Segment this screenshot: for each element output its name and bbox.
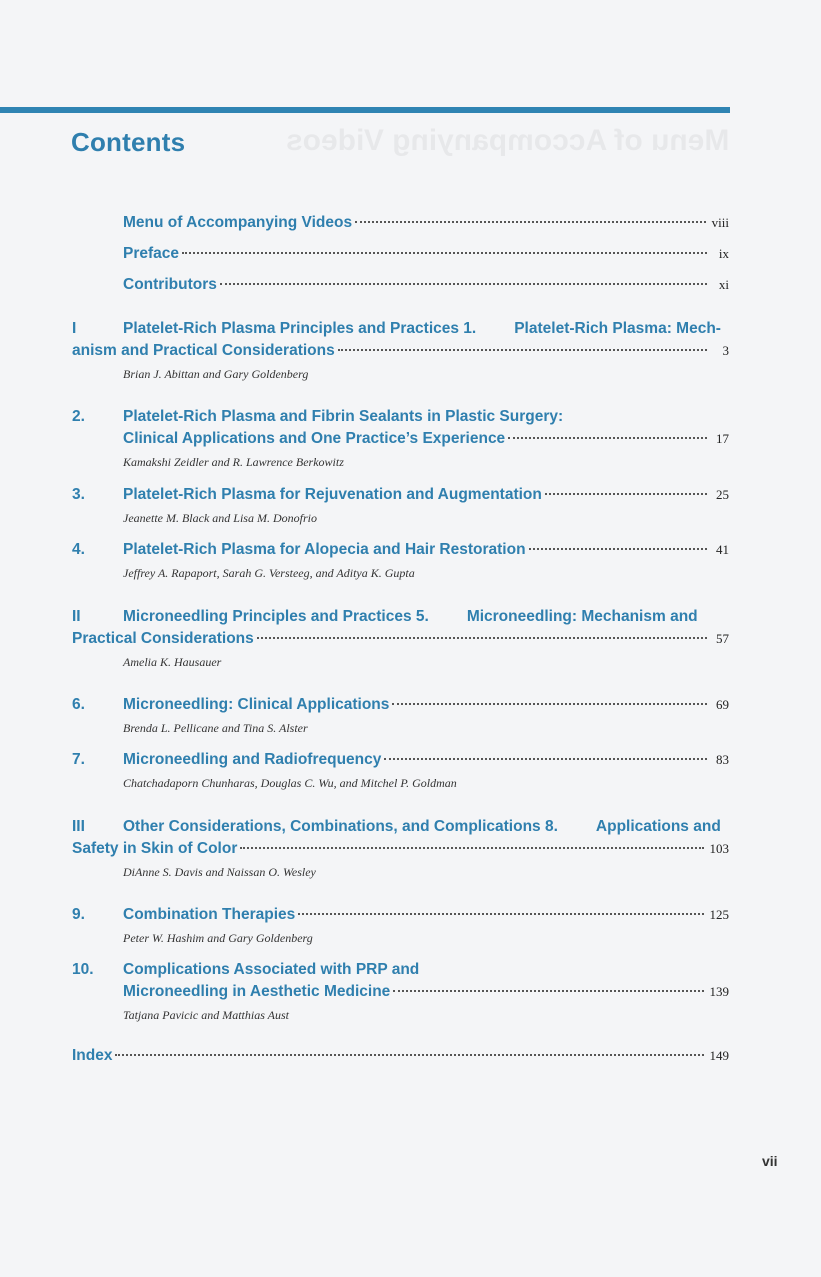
chapter-authors: Brian J. Abittan and Gary Goldenberg <box>123 367 309 381</box>
chapter-authors: Jeffrey A. Rapaport, Sarah G. Versteeg, and Aditya K. Gupta <box>123 566 415 580</box>
page-number: vii <box>762 1153 778 1169</box>
chapter-authors: Kamakshi Zeidler and R. Lawrence Berkowitz <box>123 455 344 469</box>
toc-entry-contributors[interactable] <box>72 274 729 296</box>
chapter-title: Microneedling: Clinical Applications <box>123 696 390 713</box>
entry-page: xi <box>718 277 729 292</box>
dot-leader <box>545 493 707 495</box>
part-numeral: III <box>72 818 85 835</box>
entry-page: 57 <box>716 631 729 646</box>
dot-leader <box>115 1054 703 1056</box>
dot-leader <box>220 283 707 285</box>
entry-title: Index <box>72 1047 113 1064</box>
toc-chapter-6[interactable] <box>72 694 729 737</box>
toc-chapter-2[interactable] <box>72 406 729 471</box>
toc-part-2[interactable] <box>72 606 729 671</box>
chapter-title: Platelet-Rich Plasma and Fibrin Sealants in Plastic Surgery: <box>123 408 564 425</box>
entry-page: 83 <box>716 752 729 767</box>
chapter-number: 4. <box>72 541 85 558</box>
toc-chapter-9[interactable] <box>72 904 729 947</box>
chapter-title: Microneedling and Radiofrequency <box>123 751 382 768</box>
entry-page: 17 <box>716 431 729 446</box>
chapter-title-cont: Microneedling in Aesthetic Medicine <box>123 983 391 1000</box>
chapter-number: 10. <box>72 961 94 978</box>
chapter-title-start: Applications and <box>595 818 721 835</box>
chapter-number: 7. <box>72 751 85 768</box>
bleed-through-text: Menu of Accompanying Videos <box>285 124 729 157</box>
dot-leader <box>529 548 707 550</box>
entry-page: ix <box>718 246 729 261</box>
entry-title: Menu of Accompanying Videos <box>123 214 353 231</box>
entry-page: 25 <box>716 487 729 502</box>
dot-leader <box>393 990 703 992</box>
dot-leader <box>257 637 707 639</box>
dot-leader <box>298 913 703 915</box>
chapter-title-cont: Safety in Skin of Color <box>72 840 238 857</box>
chapter-authors: DiAnne S. Davis and Naissan O. Wesley <box>123 865 316 879</box>
part-title: Platelet-Rich Plasma Principles and Practices 1. <box>123 320 477 337</box>
chapter-authors: Brenda L. Pellicane and Tina S. Alster <box>123 721 308 735</box>
entry-page: 125 <box>709 907 729 922</box>
chapter-number: 2. <box>72 408 85 425</box>
toc-entry-preface[interactable] <box>72 243 729 265</box>
chapter-number: 3. <box>72 486 85 503</box>
toc-entry-videos[interactable] <box>72 212 729 234</box>
chapter-authors: Tatjana Pavicic and Matthias Aust <box>123 1008 290 1022</box>
chapter-title: Platelet-Rich Plasma for Alopecia and Hair Restoration <box>123 541 526 558</box>
dot-leader <box>392 703 707 705</box>
toc-chapter-3[interactable] <box>72 484 729 527</box>
entry-title: Preface <box>123 245 180 262</box>
dot-leader <box>355 221 706 223</box>
dot-leader <box>338 349 707 351</box>
chapter-authors: Amelia K. Hausauer <box>123 655 222 669</box>
entry-page: 139 <box>709 984 729 999</box>
entry-page: 103 <box>709 841 729 856</box>
header-rule <box>0 107 730 113</box>
entry-page: 3 <box>722 343 729 358</box>
part-title: Other Considerations, Combinations, and Complications 8. <box>123 818 558 835</box>
chapter-title: Combination Therapies <box>123 906 296 923</box>
dot-leader <box>182 252 707 254</box>
chapter-number: 6. <box>72 696 85 713</box>
chapter-number: 9. <box>72 906 85 923</box>
contents-heading: Contents <box>71 127 186 157</box>
dot-leader <box>384 758 707 760</box>
chapter-title-cont: anism and Practical Considerations <box>72 342 335 359</box>
entry-page: 149 <box>709 1048 729 1063</box>
toc-part-1[interactable] <box>72 318 729 383</box>
toc-part-3[interactable] <box>72 816 729 881</box>
entry-title: Contributors <box>123 276 217 293</box>
toc-entry-index[interactable] <box>72 1045 729 1067</box>
dot-leader <box>508 437 707 439</box>
part-numeral: II <box>72 608 81 625</box>
chapter-authors: Jeanette M. Black and Lisa M. Donofrio <box>123 511 317 525</box>
entry-page: 41 <box>716 542 729 557</box>
toc-chapter-4[interactable] <box>72 539 729 582</box>
chapter-title-cont: Clinical Applications and One Practice’s Experience <box>123 430 506 447</box>
chapter-title: Complications Associated with PRP and <box>123 961 420 978</box>
entry-page: 69 <box>716 697 729 712</box>
chapter-title-start: Microneedling: Mechanism and <box>466 608 698 625</box>
chapter-authors: Chatchadaporn Chunharas, Douglas C. Wu, and Mitchel P. Goldman <box>123 776 457 790</box>
part-title: Microneedling Principles and Practices 5. <box>123 608 429 625</box>
toc-chapter-7[interactable] <box>72 749 729 792</box>
chapter-title: Platelet-Rich Plasma for Rejuvenation and Augmentation <box>123 486 542 503</box>
chapter-authors: Peter W. Hashim and Gary Goldenberg <box>123 931 313 945</box>
dot-leader <box>240 847 703 849</box>
chapter-title-cont: Practical Considerations <box>72 630 254 647</box>
chapter-title-start: Platelet-Rich Plasma: Mech- <box>514 320 721 337</box>
part-numeral: I <box>72 320 77 337</box>
entry-page: viii <box>711 215 729 230</box>
toc-chapter-10[interactable] <box>72 959 729 1024</box>
